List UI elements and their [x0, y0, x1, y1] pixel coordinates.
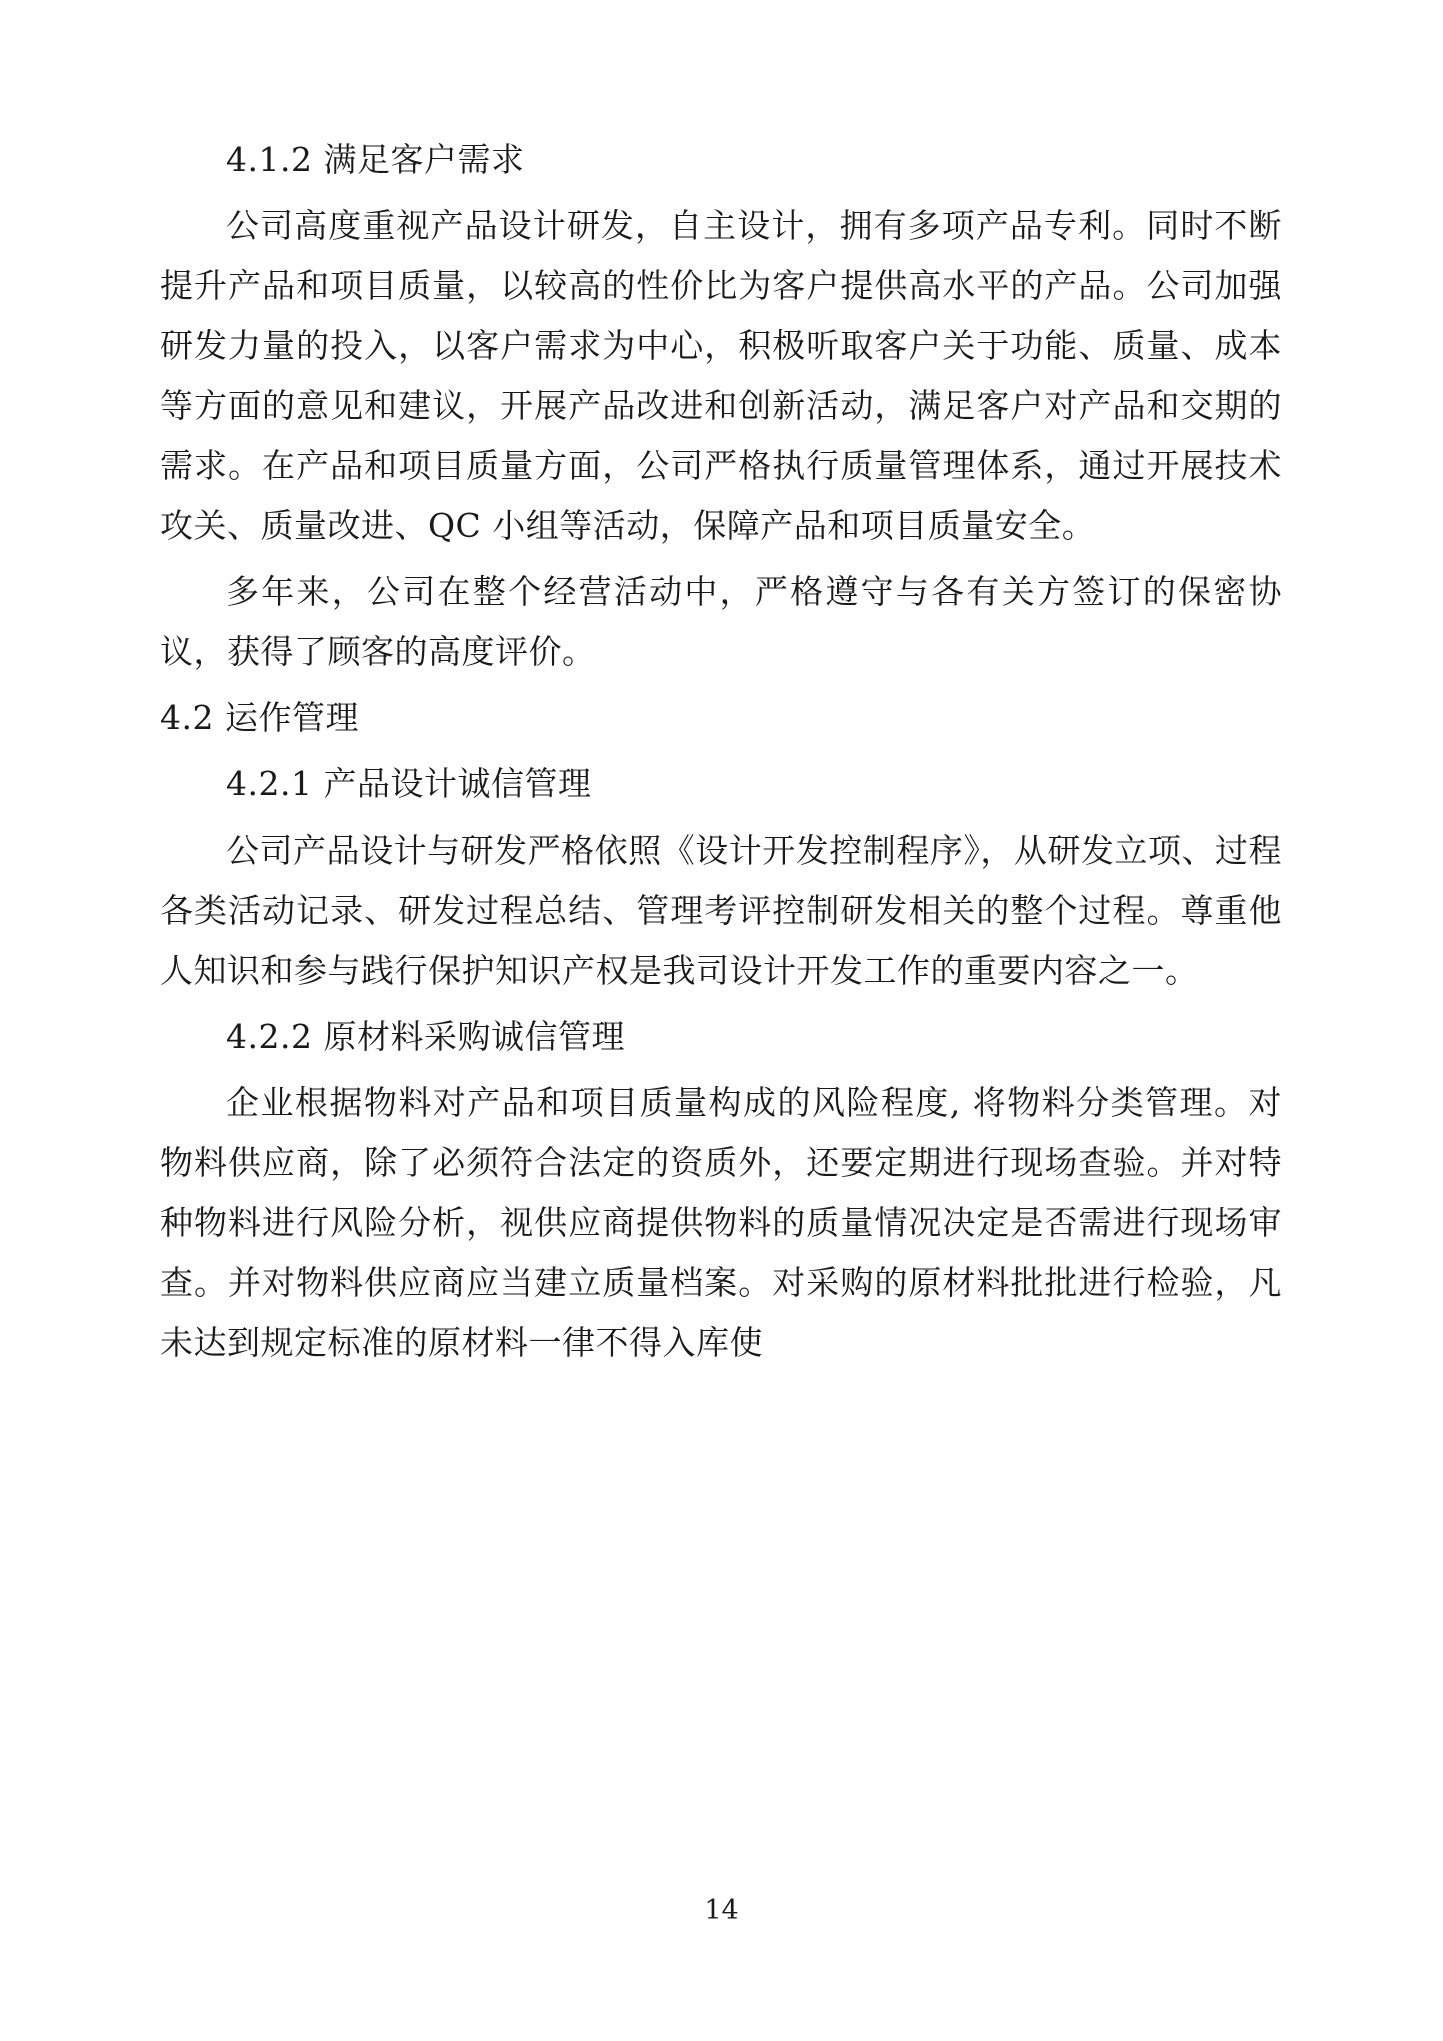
heading-4-2: 4.2 运作管理 — [160, 698, 359, 738]
page-number: 14 — [704, 1895, 739, 1926]
paragraph-raw-material-procurement: 企业根据物料对产品和项目质量构成的风险程度, 将物料分类管理。对物料供应商，除了必须符合法定的资质外，还要定期进行现场查验。并对特种物料进行风险分析，视供应商提供物料的质量情况决定是否需进行现场审查。并对物料供应商应当建立质量档案。对采购的原材料批批进行检验，凡未达到规定标准的原材料一律不得入库使 — [160, 1082, 1282, 1362]
paragraph-customer-needs-1: 公司高度重视产品设计研发，自主设计，拥有多项产品专利。同时不断提升产品和项目质量，以较高的性价比为客户提供高水平的产品。公司加强研发力量的投入，以客户需求为中心，积极听取客户关于功能、质量、成本等方面的意见和建议，开展产品改进和创新活动，满足客户对产品和交期的需求。在产品和项目质量方面，公司严格执行质量管理体系，通过开展技术攻关、质量改进、QC 小组等活动，保障产品和项目质量安全。 — [160, 206, 1282, 546]
heading-4-2-1: 4.2.1 产品设计诚信管理 — [226, 764, 592, 804]
paragraph-customer-needs-2: 多年来，公司在整个经营活动中，严格遵守与各有关方签订的保密协议，获得了顾客的高度评价。 — [160, 572, 1282, 672]
heading-4-2-2: 4.2.2 原材料采购诚信管理 — [226, 1016, 625, 1056]
document-body — [160, 130, 1282, 1379]
paragraph-design-integrity: 公司产品设计与研发严格依照《设计开发控制程序》，从研发立项、过程各类活动记录、研发过程总结、管理考评控制研发相关的整个过程。尊重他人知识和参与践行保护知识产权是我司设计开发工作的重要内容之一。 — [160, 830, 1282, 990]
heading-4-1-2: 4.1.2 满足客户需求 — [226, 140, 525, 179]
